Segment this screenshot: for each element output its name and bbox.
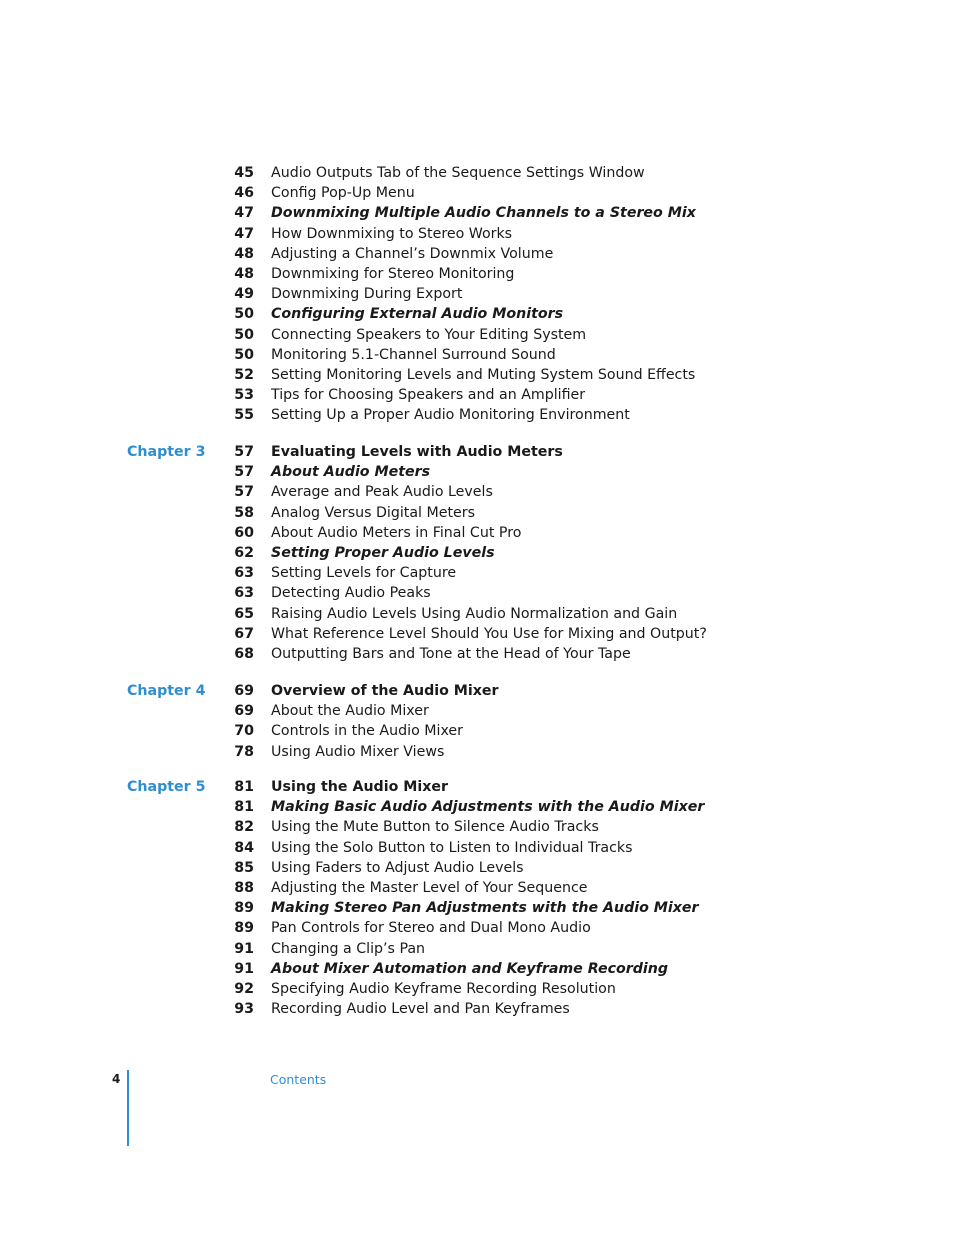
toc-entry-title[interactable]: Audio Outputs Tab of the Sequence Settings Window: [271, 165, 645, 181]
toc-page-number: 47: [234, 205, 254, 221]
toc-page-number: 49: [234, 286, 254, 302]
toc-page-number: 84: [234, 840, 254, 856]
toc-entry[interactable]: [0, 959, 954, 979]
toc-entry[interactable]: [0, 701, 954, 721]
toc-page-number: 46: [234, 185, 254, 201]
toc-entry[interactable]: [0, 563, 954, 583]
toc-entry[interactable]: [0, 721, 954, 741]
toc-entry-title[interactable]: Downmixing Multiple Audio Channels to a Stereo Mix: [271, 205, 696, 221]
toc-entry-title[interactable]: Using Faders to Adjust Audio Levels: [271, 860, 524, 876]
toc-page-number: 89: [234, 920, 254, 936]
toc-page-number: 53: [234, 387, 254, 403]
toc-entry[interactable]: [0, 939, 954, 959]
toc-entry-title[interactable]: About Audio Meters in Final Cut Pro: [271, 525, 522, 541]
toc-entry-title[interactable]: Outputting Bars and Tone at the Head of Your Tape: [271, 646, 631, 662]
toc-entry-title[interactable]: About Audio Meters: [271, 464, 431, 480]
toc-page-number: 60: [234, 525, 254, 541]
toc-entry[interactable]: [0, 858, 954, 878]
toc-entry-title[interactable]: Making Basic Audio Adjustments with the Audio Mixer: [271, 799, 705, 815]
toc-entry-title[interactable]: Detecting Audio Peaks: [271, 585, 431, 601]
toc-page-number: 57: [234, 444, 254, 460]
toc-entry[interactable]: [0, 543, 954, 563]
toc-entry[interactable]: [0, 365, 954, 385]
toc-entry-title[interactable]: Config Pop-Up Menu: [271, 185, 415, 201]
toc-entry[interactable]: [0, 979, 954, 999]
toc-entry[interactable]: [0, 624, 954, 644]
toc-page-number: 58: [234, 505, 254, 521]
toc-page-number: 85: [234, 860, 254, 876]
toc-page-number: 62: [234, 545, 254, 561]
toc-entry-title[interactable]: Controls in the Audio Mixer: [271, 723, 463, 739]
toc-entry[interactable]: [0, 385, 954, 405]
toc-page-number: 81: [234, 779, 254, 795]
toc-entry-title[interactable]: Setting Levels for Capture: [271, 565, 457, 581]
toc-page-number: 55: [234, 407, 254, 423]
toc-entry[interactable]: [0, 898, 954, 918]
chapter-label[interactable]: Chapter 4: [127, 683, 206, 699]
toc-entry-title[interactable]: Recording Audio Level and Pan Keyframes: [271, 1001, 570, 1017]
toc-entry-title[interactable]: Making Stereo Pan Adjustments with the Audio Mixer: [271, 900, 699, 916]
toc-entry[interactable]: [0, 163, 954, 183]
toc-entry-title[interactable]: Analog Versus Digital Meters: [271, 505, 475, 521]
toc-entry-title[interactable]: Monitoring 5.1-Channel Surround Sound: [271, 347, 556, 363]
toc-entry[interactable]: [0, 183, 954, 203]
toc-entry[interactable]: [0, 878, 954, 898]
toc-page-number: 70: [234, 723, 254, 739]
toc-entry[interactable]: [0, 523, 954, 543]
toc-entry[interactable]: [0, 777, 954, 797]
toc-entry[interactable]: [0, 264, 954, 284]
toc-entry-title[interactable]: Evaluating Levels with Audio Meters: [271, 444, 563, 460]
toc-entry[interactable]: [0, 644, 954, 664]
toc-entry-title[interactable]: Adjusting a Channel’s Downmix Volume: [271, 246, 554, 262]
toc-entry[interactable]: [0, 224, 954, 244]
toc-page-number: 50: [234, 306, 254, 322]
toc-entry-title[interactable]: Using Audio Mixer Views: [271, 744, 445, 760]
toc-entry[interactable]: [0, 304, 954, 324]
toc-entry-title[interactable]: What Reference Level Should You Use for Mixing and Output?: [271, 626, 707, 642]
chapter-label[interactable]: Chapter 5: [127, 779, 206, 795]
toc-page-number: 88: [234, 880, 254, 896]
toc-page-number: 47: [234, 226, 254, 242]
toc-entry[interactable]: [0, 838, 954, 858]
toc-entry-title[interactable]: Overview of the Audio Mixer: [271, 683, 499, 699]
toc-page-number: 65: [234, 606, 254, 622]
toc-entry-title[interactable]: Downmixing for Stereo Monitoring: [271, 266, 515, 282]
chapter-label[interactable]: Chapter 3: [127, 444, 206, 460]
footer-divider: [127, 1070, 129, 1146]
toc-entry-title[interactable]: About Mixer Automation and Keyframe Recording: [271, 961, 669, 977]
toc-page-number: 82: [234, 819, 254, 835]
toc-entry[interactable]: [0, 482, 954, 502]
toc-page-number: 57: [234, 464, 254, 480]
toc-entry[interactable]: [0, 503, 954, 523]
toc-entry-title[interactable]: Setting Proper Audio Levels: [271, 545, 495, 561]
toc-entry[interactable]: [0, 918, 954, 938]
toc-entry[interactable]: [0, 817, 954, 837]
toc-entry-title[interactable]: About the Audio Mixer: [271, 703, 429, 719]
toc-entry-title[interactable]: Pan Controls for Stereo and Dual Mono Audio: [271, 920, 591, 936]
toc-entry[interactable]: [0, 742, 954, 762]
toc-entry-title[interactable]: Tips for Choosing Speakers and an Amplifier: [271, 387, 586, 403]
toc-entry-title[interactable]: Specifying Audio Keyframe Recording Resolution: [271, 981, 616, 997]
toc-entry-title[interactable]: Adjusting the Master Level of Your Sequence: [271, 880, 588, 896]
toc-page-number: 45: [234, 165, 254, 181]
toc-page-number: 91: [234, 961, 254, 977]
toc-entry-title[interactable]: Downmixing During Export: [271, 286, 463, 302]
toc-entry-title[interactable]: Using the Mute Button to Silence Audio Tracks: [271, 819, 599, 835]
toc-entry[interactable]: [0, 244, 954, 264]
toc-page-number: 69: [234, 683, 254, 699]
toc-entry-title[interactable]: Using the Audio Mixer: [271, 779, 449, 795]
toc-page-number: 69: [234, 703, 254, 719]
toc-page-number: 57: [234, 484, 254, 500]
toc-entry-title[interactable]: Configuring External Audio Monitors: [271, 306, 564, 322]
page-number: 4: [112, 1072, 121, 1086]
toc-page-number: 63: [234, 565, 254, 581]
toc-entry-title[interactable]: How Downmixing to Stereo Works: [271, 226, 513, 242]
toc-entry-title[interactable]: Using the Solo Button to Listen to Individual Tracks: [271, 840, 633, 856]
toc-page-number: 68: [234, 646, 254, 662]
toc-page-number: 78: [234, 744, 254, 760]
toc-page-number: 89: [234, 900, 254, 916]
toc-entry[interactable]: [0, 604, 954, 624]
toc-entry-title[interactable]: Setting Up a Proper Audio Monitoring Environment: [271, 407, 630, 423]
toc-entry-title[interactable]: Connecting Speakers to Your Editing System: [271, 327, 587, 343]
toc-page-number: 50: [234, 347, 254, 363]
toc-entry[interactable]: [0, 203, 954, 223]
toc-page-number: 48: [234, 246, 254, 262]
toc-entry[interactable]: [0, 325, 954, 345]
toc-entry[interactable]: [0, 442, 954, 462]
toc-entry[interactable]: [0, 583, 954, 603]
toc-entry[interactable]: [0, 797, 954, 817]
toc-entry-title[interactable]: Setting Monitoring Levels and Muting System Sound Effects: [271, 367, 696, 383]
toc-page-number: 50: [234, 327, 254, 343]
toc-entry[interactable]: [0, 999, 954, 1019]
toc-entry[interactable]: [0, 405, 954, 425]
toc-page-number: 67: [234, 626, 254, 642]
toc-page-number: 52: [234, 367, 254, 383]
toc-entry[interactable]: [0, 284, 954, 304]
toc-entry[interactable]: [0, 681, 954, 701]
toc-page-number: 93: [234, 1001, 254, 1017]
toc-entry[interactable]: [0, 345, 954, 365]
toc-entry-title[interactable]: Raising Audio Levels Using Audio Normalization and Gain: [271, 606, 678, 622]
toc-page-number: 81: [234, 799, 254, 815]
toc-page-number: 91: [234, 941, 254, 957]
toc-entry-title[interactable]: Changing a Clip’s Pan: [271, 941, 426, 957]
toc-page-number: 48: [234, 266, 254, 282]
toc-entry[interactable]: [0, 462, 954, 482]
toc-page-number: 92: [234, 981, 254, 997]
toc-page-number: 63: [234, 585, 254, 601]
toc-entry-title[interactable]: Average and Peak Audio Levels: [271, 484, 493, 500]
footer-section-label: Contents: [270, 1072, 327, 1087]
